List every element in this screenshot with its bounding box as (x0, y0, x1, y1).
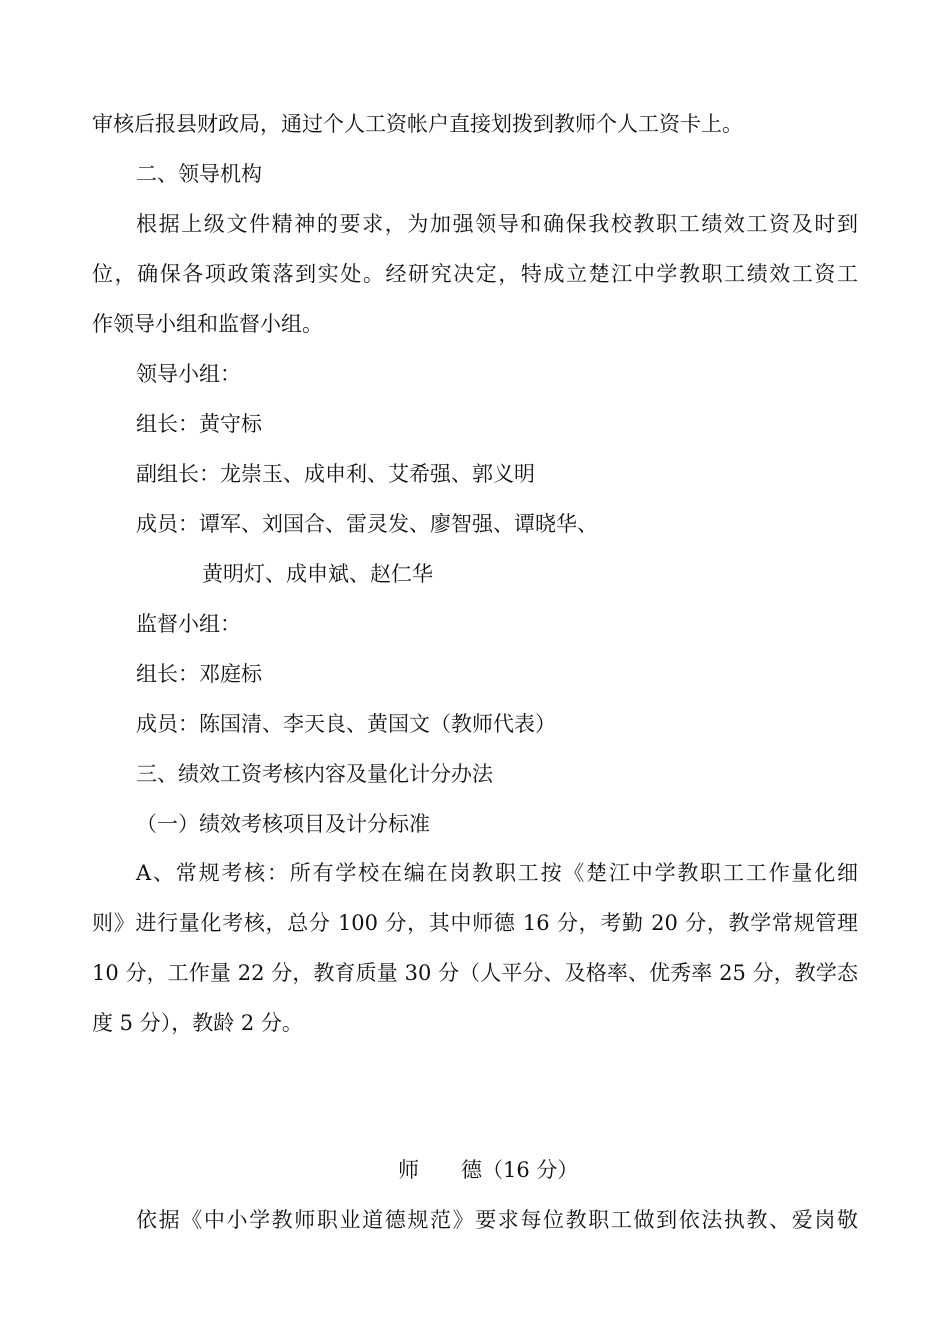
paragraph-line: 度 5 分），教龄 2 分。 (92, 1011, 303, 1035)
member-line: 成员：谭军、刘国合、雷灵发、廖智强、谭晓华、 (136, 512, 598, 536)
section-heading: 二、领导机构 (136, 162, 262, 186)
member-line: 组长：邓庭标 (136, 662, 262, 686)
member-line: 黄明灯、成申斌、赵仁华 (202, 562, 433, 586)
paragraph-line: 审核后报县财政局，通过个人工资帐户直接划拨到教师个人工资卡上。 (92, 112, 743, 136)
member-line: 成员：陈国清、李天良、黄国文（教师代表） (136, 712, 556, 736)
section-title: 师 德（16 分） (398, 1158, 579, 1182)
paragraph-line: 根据上级文件精神的要求，为加强领导和确保我校教职工绩效工资及时到 (136, 212, 858, 236)
paragraph-line: A、常规考核：所有学校在编在岗教职工按《楚江中学教职工工作量化细 (136, 861, 858, 885)
subheading: （一）绩效考核项目及计分标准 (136, 812, 430, 836)
subheading: 领导小组： (136, 362, 241, 386)
member-line: 组长：黄守标 (136, 412, 262, 436)
subheading: 监督小组： (136, 612, 241, 636)
section-heading: 三、绩效工资考核内容及量化计分办法 (136, 762, 493, 786)
paragraph-line: 位，确保各项政策落到实处。经研究决定，特成立楚江中学教职工绩效工资工 (92, 262, 858, 286)
paragraph-line: 则》进行量化考核，总分 100 分，其中师德 16 分，考勤 20 分，教学常规管理 (92, 911, 858, 935)
paragraph-line: 依据《中小学教师职业道德规范》要求每位教职工做到依法执教、爱岗敬 (136, 1208, 858, 1232)
paragraph-line: 10 分，工作量 22 分，教育质量 30 分（人平分、及格率、优秀率 25 分，教学态 (92, 961, 858, 985)
paragraph-line: 作领导小组和监督小组。 (92, 312, 323, 336)
member-line: 副组长：龙崇玉、成申利、艾希强、郭义明 (136, 462, 535, 486)
